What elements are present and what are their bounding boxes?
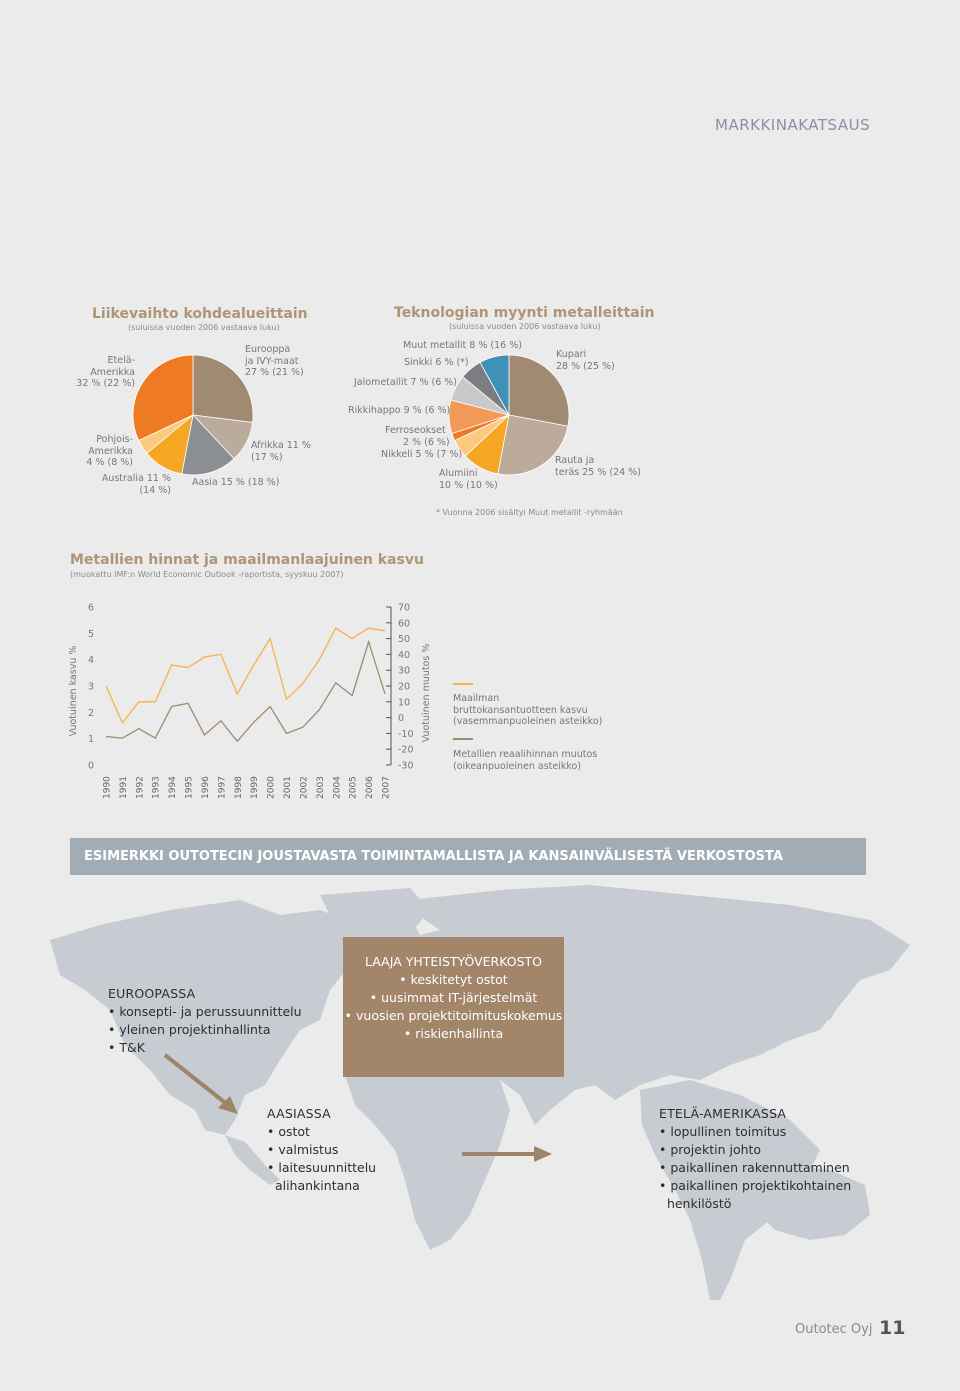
label-europe-line1: Eurooppa <box>245 344 291 355</box>
label-europe <box>245 344 304 379</box>
left-axis-label: Vuotuinen kasvu % <box>68 645 79 737</box>
chart1-title: Liikevaihto kohdealueittain <box>92 306 308 322</box>
label-europe-line3: 27 % (21 %) <box>245 367 304 378</box>
x-tick-label: 2006 <box>365 776 376 799</box>
network-item: • keskitetyt ostot <box>399 972 508 987</box>
label-kupari-line2: 28 % (25 %) <box>556 360 615 372</box>
x-tick-label: 1999 <box>250 776 261 799</box>
x-tick-label: 2002 <box>299 776 310 799</box>
legend-metal-line2: (oikeanpuoleinen asteikko) <box>453 760 582 772</box>
label-alumiini-line1: Alumiini <box>439 468 478 479</box>
x-tick-label: 2007 <box>381 776 392 799</box>
x-tick-label: 1997 <box>217 776 228 799</box>
right-tick-label: 0 <box>398 713 405 725</box>
label-ferro-line2: 2 % (6 %) <box>403 436 450 448</box>
chart2-note: (suluissa vuoden 2006 vastaava luku) <box>449 322 601 331</box>
label-north-america <box>60 434 133 469</box>
asia-title: AASIASSA <box>267 1106 331 1121</box>
x-tick-label: 2005 <box>348 776 359 799</box>
pie-chart-metals <box>447 353 571 477</box>
legend-gdp-swatch <box>453 683 473 685</box>
x-tick-label: 1990 <box>102 776 113 799</box>
europe-info <box>108 985 302 1057</box>
chart2-title: Teknologian myynti metalleittain <box>394 305 655 321</box>
samerica-item: • paikallinen rakennuttaminen <box>659 1160 850 1175</box>
linechart-title: Metallien hinnat ja maailmanlaajuinen kasvu <box>70 552 424 568</box>
legend-gdp <box>453 693 602 728</box>
label-jalo: Jalometallit 7 % (6 %) <box>354 377 457 388</box>
x-tick-label: 2003 <box>315 776 326 799</box>
label-ferro-line1: Ferroseokset <box>385 425 446 436</box>
label-rikki: Rikkihappo 9 % (6 %) <box>348 405 451 416</box>
label-australia <box>96 473 171 496</box>
asia-info <box>267 1105 376 1195</box>
right-axis-label: Vuotuinen muutos % <box>421 643 432 743</box>
linechart-note: (muokattu IMF:n World Economic Outlook -raportista, syyskuu 2007) <box>70 570 344 579</box>
label-sinkki: Sinkki 6 % (*) <box>404 357 469 368</box>
samerica-item: henkilöstö <box>659 1196 732 1211</box>
network-item: • vuosien projektitoimituskokemus <box>344 1008 563 1023</box>
map-banner: ESIMERKKI OUTOTECIN JOUSTAVASTA TOIMINTAMALLISTA JA KANSAINVÄLISESTÄ VERKOSTOSTA <box>70 838 866 875</box>
samerica-item: • paikallinen projektikohtainen <box>659 1178 852 1193</box>
x-tick-label: 2004 <box>332 776 343 799</box>
x-tick-label: 1995 <box>184 776 195 799</box>
asia-item: • valmistus <box>267 1142 339 1157</box>
label-australia-line1: Australia 11 % <box>101 473 171 484</box>
samerica-title: ETELÄ-AMERIKASSA <box>659 1106 787 1121</box>
series-metal-line <box>106 642 385 742</box>
samerica-item: • lopullinen toimitus <box>659 1124 787 1139</box>
label-south-america <box>60 355 135 390</box>
label-kupari <box>556 349 615 372</box>
legend-gdp-line1: Maailman <box>453 693 500 704</box>
label-asia: Aasia 15 % (18 %) <box>192 477 280 488</box>
europe-item: • T&K <box>108 1040 145 1055</box>
label-samerica-line2: Amerikka <box>90 366 135 378</box>
label-alumiini-line2: 10 % (10 %) <box>439 479 498 491</box>
network-title: LAAJA YHTEISTYÖVERKOSTO <box>365 954 542 969</box>
legend-metal <box>453 749 597 772</box>
label-australia-line2: (14 %) <box>139 484 171 496</box>
label-rauta-line1: Rauta ja <box>555 455 595 466</box>
left-tick-label: 2 <box>87 707 94 719</box>
series-gdp-line <box>106 628 385 723</box>
right-tick-label: -10 <box>398 728 414 740</box>
left-tick-label: 5 <box>87 628 94 640</box>
right-tick-label: 40 <box>398 649 411 661</box>
chart1-note: (suluissa vuoden 2006 vastaava luku) <box>128 323 280 332</box>
left-tick-label: 1 <box>87 734 94 746</box>
arrow-europe-to-asia <box>160 1050 250 1120</box>
label-samerica-line1: Etelä- <box>107 355 135 366</box>
asia-item: alihankintana <box>267 1178 360 1193</box>
label-ferro <box>385 425 450 448</box>
label-samerica-line3: 32 % (22 %) <box>76 378 135 389</box>
label-namerica-line1: Pohjois- <box>96 434 133 445</box>
x-tick-label: 2000 <box>266 776 277 799</box>
europe-item: • konsepti- ja perussuunnittelu <box>108 1004 302 1019</box>
x-tick-label: 1993 <box>151 776 162 799</box>
right-tick-label: 50 <box>398 634 411 646</box>
label-muut: Muut metallit 8 % (16 %) <box>403 340 522 351</box>
right-tick-label: 10 <box>398 697 411 709</box>
pie-chart-regions <box>130 352 256 478</box>
network-item: • uusimmat IT-järjestelmät <box>369 990 538 1005</box>
footer-company: Outotec Oyj <box>795 1322 873 1337</box>
x-tick-label: 1998 <box>233 776 244 799</box>
left-tick-label: 6 <box>87 602 94 614</box>
label-africa-line1: Afrikka 11 % <box>251 440 311 451</box>
left-tick-label: 3 <box>87 681 94 693</box>
label-rauta-line2: teräs 25 % (24 %) <box>555 466 641 478</box>
label-namerica-line2: Amerikka <box>88 445 133 457</box>
label-alumiini <box>439 468 498 491</box>
right-tick-label: 60 <box>398 618 411 630</box>
europe-item: • yleinen projektinhallinta <box>108 1022 271 1037</box>
asia-item: • laitesuunnittelu <box>267 1160 377 1175</box>
label-europe-line2: ja IVY-maat <box>245 355 299 367</box>
arrow-asia-to-samerica <box>460 1143 556 1165</box>
page-number: 11 <box>879 1317 906 1339</box>
left-tick-label: 0 <box>87 760 94 772</box>
network-box <box>343 937 564 1077</box>
network-item: • riskienhallinta <box>403 1026 504 1041</box>
x-tick-label: 1991 <box>118 776 129 799</box>
legend-gdp-line3: (vasemmanpuoleinen asteikko) <box>453 716 603 727</box>
right-tick-label: -20 <box>398 744 414 756</box>
asia-item: • ostot <box>267 1124 310 1139</box>
x-tick-label: 1996 <box>200 776 211 799</box>
chart2-footnote: * Vuonna 2006 sisältyi Muut metallit -ryhmään <box>436 508 623 517</box>
right-tick-label: 30 <box>398 665 411 677</box>
label-rauta <box>555 455 641 478</box>
x-tick-label: 1994 <box>168 776 179 799</box>
label-africa-line2: (17 %) <box>251 451 283 463</box>
label-kupari-line1: Kupari <box>556 349 587 360</box>
right-tick-label: 70 <box>398 602 411 614</box>
label-africa <box>251 440 311 463</box>
samerica-info <box>659 1105 851 1213</box>
right-tick-label: -30 <box>398 760 414 772</box>
label-namerica-line3: 4 % (8 %) <box>86 457 133 468</box>
x-tick-label: 1992 <box>135 776 146 799</box>
line-chart <box>60 595 440 800</box>
europe-title: EUROOPASSA <box>108 986 196 1001</box>
legend-metal-line1: Metallien reaalihinnan muutos <box>453 749 598 760</box>
left-tick-label: 4 <box>87 655 94 667</box>
samerica-item: • projektin johto <box>659 1142 762 1157</box>
section-header: MARKKINAKATSAUS <box>715 116 871 134</box>
x-tick-label: 2001 <box>283 776 294 799</box>
legend-gdp-line2: bruttokansantuotteen kasvu <box>453 704 588 716</box>
right-tick-label: 20 <box>398 681 411 693</box>
pie-region-slice-0 <box>193 355 253 423</box>
label-nikkeli: Nikkeli 5 % (7 %) <box>381 449 463 460</box>
legend-metal-swatch <box>453 738 473 740</box>
